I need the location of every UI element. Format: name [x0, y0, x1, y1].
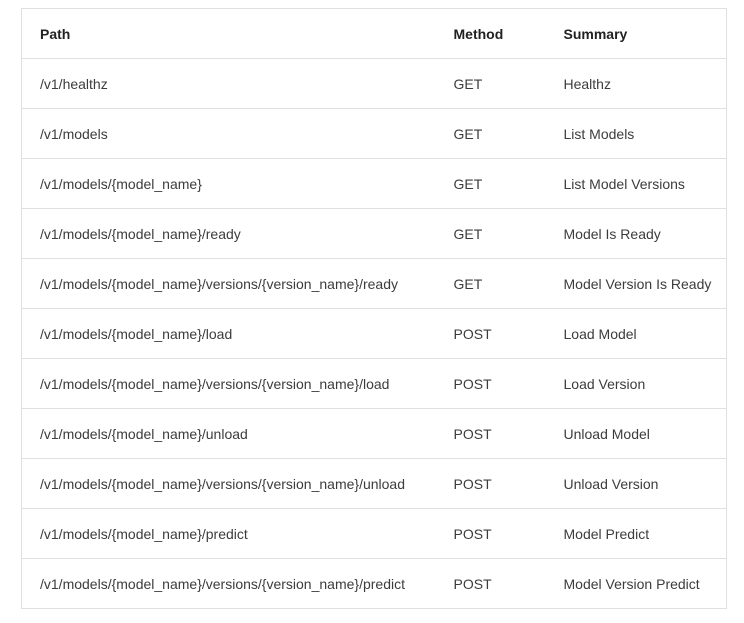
- table-header: [22, 9, 727, 59]
- cell-summary: Model Version Is Ready: [546, 259, 727, 309]
- table-row: [22, 509, 727, 559]
- cell-method: POST: [436, 359, 546, 409]
- cell-summary: Model Predict: [546, 509, 727, 559]
- cell-method: GET: [436, 109, 546, 159]
- table-row: [22, 159, 727, 209]
- cell-path: /v1/models/{model_name}/versions/{version_name}/load: [22, 359, 436, 409]
- table-row: [22, 459, 727, 509]
- table-row: [22, 59, 727, 109]
- cell-summary: Load Version: [546, 359, 727, 409]
- cell-path: /v1/healthz: [22, 59, 436, 109]
- cell-summary: Unload Version: [546, 459, 727, 509]
- cell-method: GET: [436, 59, 546, 109]
- cell-method: GET: [436, 209, 546, 259]
- cell-path: /v1/models/{model_name}/versions/{version_name}/ready: [22, 259, 436, 309]
- table-body: [22, 59, 727, 609]
- table-row: [22, 309, 727, 359]
- cell-summary: Model Version Predict: [546, 559, 727, 609]
- cell-method: POST: [436, 509, 546, 559]
- cell-path: /v1/models/{model_name}/predict: [22, 509, 436, 559]
- header-summary: Summary: [546, 9, 727, 59]
- cell-summary: List Models: [546, 109, 727, 159]
- cell-path: /v1/models/{model_name}/ready: [22, 209, 436, 259]
- cell-summary: Unload Model: [546, 409, 727, 459]
- cell-path: /v1/models/{model_name}: [22, 159, 436, 209]
- cell-path: /v1/models/{model_name}/load: [22, 309, 436, 359]
- header-method: Method: [436, 9, 546, 59]
- header-path: Path: [22, 9, 436, 59]
- cell-method: POST: [436, 309, 546, 359]
- cell-method: GET: [436, 159, 546, 209]
- cell-method: POST: [436, 559, 546, 609]
- cell-method: GET: [436, 259, 546, 309]
- cell-path: /v1/models: [22, 109, 436, 159]
- api-endpoints-table: [21, 8, 727, 609]
- cell-path: /v1/models/{model_name}/versions/{version_name}/unload: [22, 459, 436, 509]
- header-row: [22, 9, 727, 59]
- table-row: [22, 559, 727, 609]
- cell-summary: Healthz: [546, 59, 727, 109]
- cell-summary: Model Is Ready: [546, 209, 727, 259]
- table-row: [22, 109, 727, 159]
- cell-summary: List Model Versions: [546, 159, 727, 209]
- cell-path: /v1/models/{model_name}/unload: [22, 409, 436, 459]
- cell-method: POST: [436, 459, 546, 509]
- table-row: [22, 259, 727, 309]
- cell-path: /v1/models/{model_name}/versions/{version_name}/predict: [22, 559, 436, 609]
- table-row: [22, 409, 727, 459]
- cell-summary: Load Model: [546, 309, 727, 359]
- cell-method: POST: [436, 409, 546, 459]
- table-row: [22, 209, 727, 259]
- api-endpoints-table-container: [21, 8, 726, 609]
- table-row: [22, 359, 727, 409]
